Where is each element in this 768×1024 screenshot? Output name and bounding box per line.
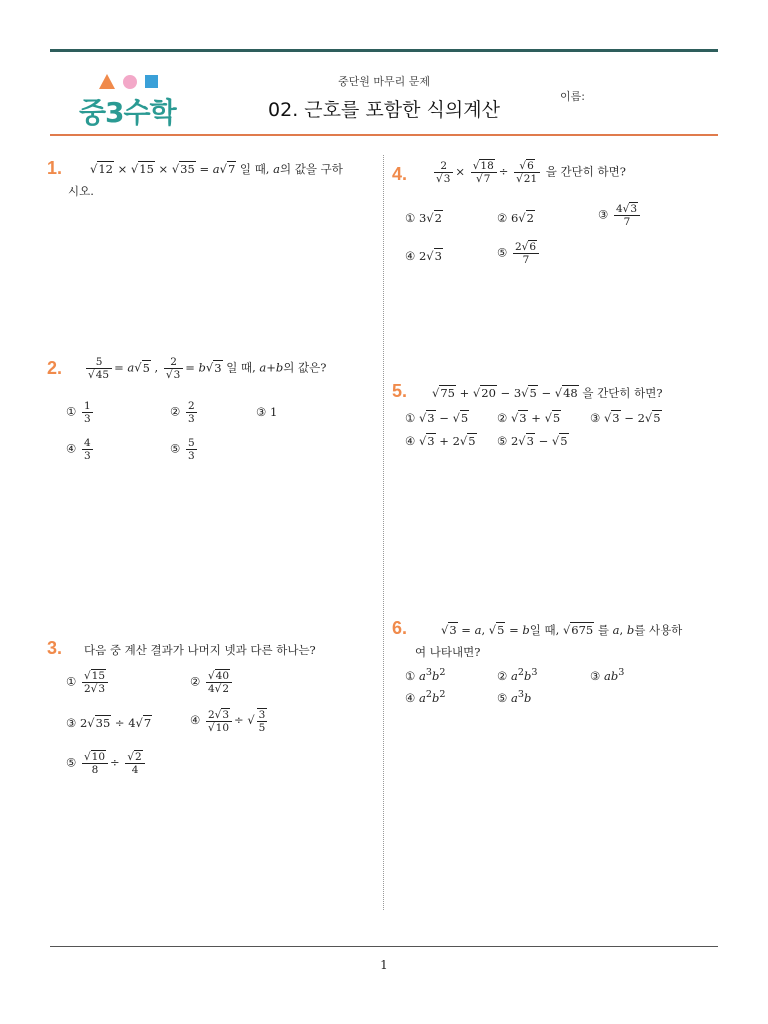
question-5-option-2[interactable]: ② √3 + √5 [497,411,561,425]
question-3-option-4[interactable]: ④ $\frac{2√3}{√10}$ ÷ √ $\frac{3}{5}$ [190,708,266,734]
question-5-number: 5. [392,381,408,401]
question-4-option-3[interactable]: ③ $\frac{4√3}{7}$ [598,203,642,228]
question-3-option-3[interactable]: ③ 2√35 ÷ 4√7 [66,716,152,730]
worksheet-title: 02. 근호를 포함한 식의계산 [268,99,500,121]
question-1-text: √12 × √15 × √35 = a√7 일 때, a의 값을 구하 시오. [68,162,343,198]
worksheet-subtitle: 중단원 마무리 문제 [337,75,430,88]
question-2-option-5[interactable]: ⑤ $\frac{5}{3}$ [170,437,195,462]
question-2-option-2[interactable]: ② $\frac{2}{3}$ [170,400,195,425]
question-6-option-2[interactable]: ② $a^2b^3$ [497,667,538,683]
question-3-number: 3. [47,638,63,658]
column-divider [383,155,384,910]
header-top-rule [50,49,718,52]
question-6-option-4[interactable]: ④ $a^2b^2$ [405,689,446,705]
question-4-option-1[interactable]: ① 3√2 [405,211,442,225]
question-5-text: √75 + √20 − 3√5 − √48 을 간단히 하면? [432,386,663,400]
question-5-option-3[interactable]: ③ √3 − 2√5 [590,411,661,425]
question-4-text: $\frac{2}{√3}$ × $\frac{√18}{√7}$ ÷ $\frac{√6}{√21}$ 을 간단히 하면? [436,160,626,185]
question-4-number: 4. [392,164,408,184]
name-label: 이름: [560,90,585,103]
question-6-text: √3 = a, √5 = b일 때, √675 를 a, b를 사용하 여 나타내면? [415,623,683,659]
question-6-option-3[interactable]: ③ $ab^3$ [590,667,625,683]
question-2-option-3[interactable]: ③ 1 [256,405,278,419]
question-3-text: 다음 중 계산 결과가 나머지 넷과 다른 하나는? [84,643,316,657]
question-4-option-5[interactable]: ⑤ $\frac{2√6}{7}$ [497,241,541,266]
question-3-option-1[interactable]: ① $\frac{√15}{2√3}$ [66,670,110,695]
question-1-number: 1. [47,158,63,178]
header-bottom-rule [50,134,718,136]
question-6-number: 6. [392,618,408,638]
footer-rule [50,946,718,947]
question-3-option-2[interactable]: ② $\frac{√40}{4√2}$ [190,670,234,695]
question-3-option-5[interactable]: ⑤ $\frac{√10}{8}$ ÷ $\frac{√2}{4}$ [66,751,147,776]
question-5-option-4[interactable]: ④ √3 + 2√5 [405,434,476,448]
question-2-number: 2. [47,358,63,378]
question-4-option-2[interactable]: ② 6√2 [497,211,534,225]
page-number: 1 [380,958,388,972]
question-2-text: $\frac{5}{√45}$ = a√5 , $\frac{2}{√3}$ = b√3 일 때, a+b의 값은? [88,356,327,381]
question-4-option-4[interactable]: ④ 2√3 [405,249,442,263]
question-2-option-4[interactable]: ④ $\frac{4}{3}$ [66,437,91,462]
question-2-option-1[interactable]: ① $\frac{1}{3}$ [66,400,91,425]
question-6-option-5[interactable]: ⑤ $a^3b$ [497,689,532,705]
question-6-option-1[interactable]: ① $a^3b^2$ [405,667,446,683]
logo: 중3수학 [79,96,176,129]
question-5-option-1[interactable]: ① √3 − √5 [405,411,469,425]
question-5-option-5[interactable]: ⑤ 2√3 − √5 [497,434,568,448]
